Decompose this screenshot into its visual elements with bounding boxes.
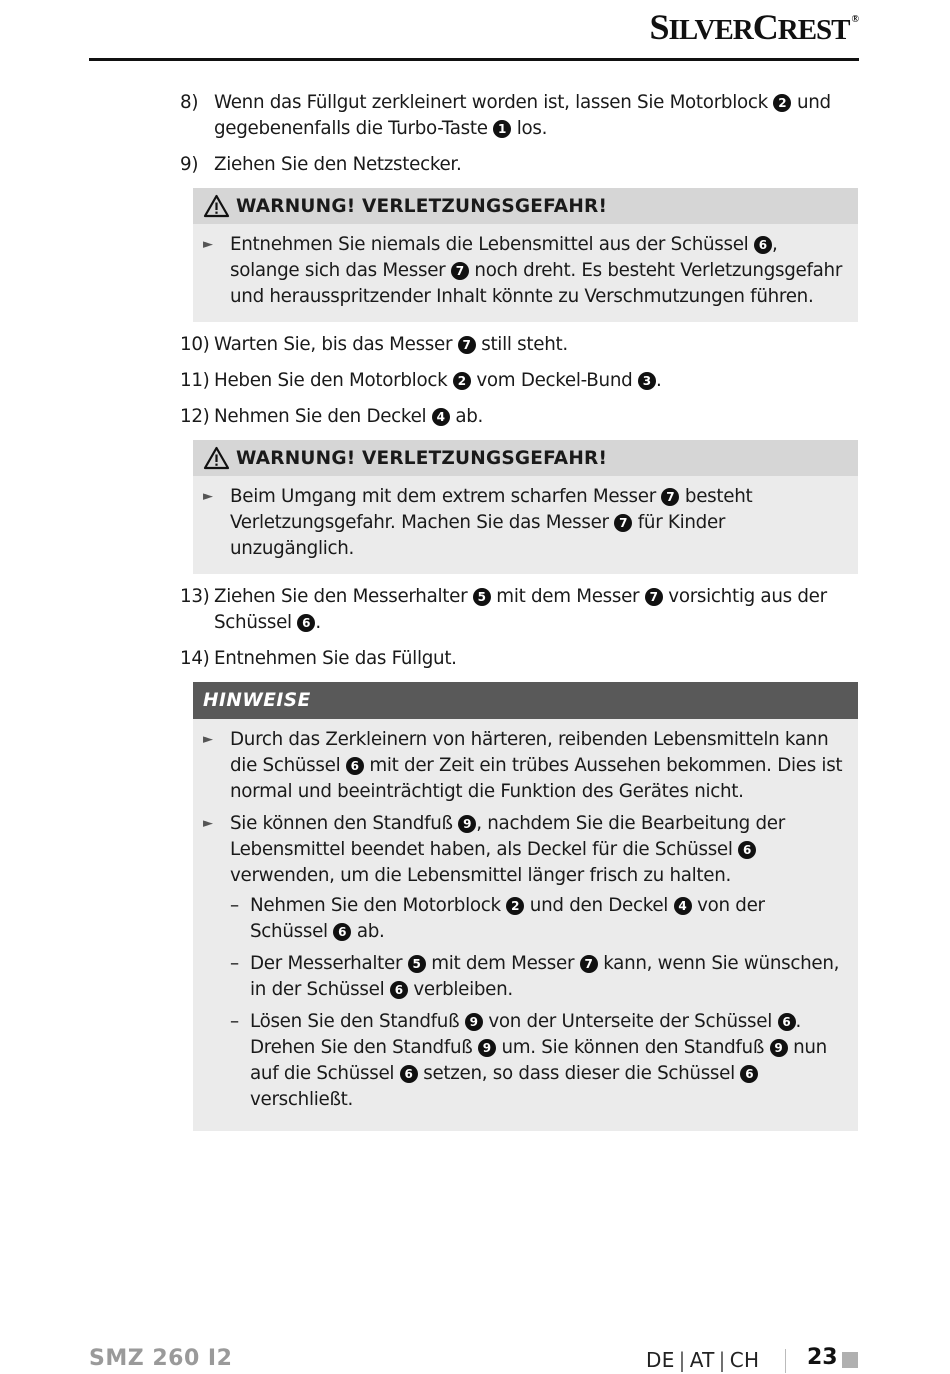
part-number-badge: 7 — [580, 955, 598, 973]
part-number-badge: 4 — [674, 897, 692, 915]
subitem-text: Nehmen Sie den Motorblock 2 und den Deckel 4 von der Schüssel 6 ab. — [250, 895, 765, 942]
part-number-badge: 9 — [770, 1039, 788, 1057]
step-item — [180, 368, 860, 394]
warning-triangle-icon — [203, 194, 230, 218]
step-item — [180, 332, 860, 358]
notes-bullet-1: ► Durch das Zerkleinern von härteren, reibenden Lebensmitteln kann die Schüssel 6 mit der Zeit ein trübes Aussehen bekommen. Dies ist normal und beeinträchtigt die Funktion des Gerätes nicht. — [203, 727, 848, 805]
warning-header-1 — [193, 188, 858, 224]
step-item — [180, 152, 860, 178]
language-codes: DE | AT | CH — [646, 1348, 760, 1372]
step-item — [180, 584, 860, 636]
step-number: 14) — [180, 648, 210, 669]
bullet-arrow-icon: ► — [203, 732, 213, 747]
subitem-text: Der Messerhalter 5 mit dem Messer 7 kann, wenn Sie wünschen, in der Schüssel 6 verbleiben. — [250, 953, 840, 1000]
notes-subitem — [230, 951, 848, 1003]
part-number-badge: 6 — [390, 981, 408, 999]
bullet-arrow-icon: ► — [203, 237, 213, 252]
warning-title-1: WARNUNG! VERLETZUNGSGEFAHR! — [236, 195, 608, 217]
part-number-badge: 9 — [478, 1039, 496, 1057]
part-number-badge: 6 — [333, 923, 351, 941]
page-marker-square — [842, 1352, 858, 1368]
warning-box-2 — [193, 440, 858, 574]
brand-logo: SILVERCREST ® — [649, 7, 858, 47]
part-number-badge: 9 — [458, 815, 476, 833]
part-number-badge: 7 — [645, 588, 663, 606]
warning-bullet-2: ► Beim Umgang mit dem extrem scharfen Messer 7 besteht Verletzungsgefahr. Machen Sie das Messer 7 für Kinder unzugänglich. — [203, 484, 848, 562]
bullet-arrow-icon: ► — [203, 816, 213, 831]
step-item — [180, 90, 860, 142]
part-number-badge: 2 — [453, 372, 471, 390]
dash-marker: – — [230, 1011, 239, 1032]
step-number: 10) — [180, 334, 210, 355]
model-number: SMZ 260 I2 — [89, 1346, 233, 1371]
notes-bullet-2: ► Sie können den Standfuß 9 , nachdem Sie die Bearbeitung der Lebensmittel beendet haben, als Deckel für die Schüssel 6 verwenden, um die Lebensmittel länger frisch zu halten. – Nehmen Sie den Motorblock 2 und den Deckel 4 von der Schüssel 6 ab. – Der Messerhalter 5 mit dem Messer 7 kann, wenn Sie wünschen, in der Schüssel 6 verbleiben. – Lösen Sie den Standfuß 9 von der Unterseite der Schüssel 6 . Drehen Sie den Standfuß 9 um. Sie können den Standfuß 9 nun auf die Schüssel 6 setzen, so dass dieser die Schüssel 6 verschließt. — [203, 811, 848, 1119]
part-number-badge: 5 — [408, 955, 426, 973]
steps-group-b — [180, 332, 860, 430]
step-text: Ziehen Sie den Messerhalter 5 mit dem Messer 7 vorsichtig aus der Schüssel 6 . — [214, 586, 827, 633]
header-rule — [89, 58, 859, 61]
part-number-badge: 6 — [400, 1065, 418, 1083]
step-text: Ziehen Sie den Netzstecker. — [214, 154, 462, 175]
step-text: Warten Sie, bis das Messer 7 still steht. — [214, 334, 568, 355]
part-number-badge: 2 — [506, 897, 524, 915]
warning-box-1 — [193, 188, 858, 322]
step-item — [180, 646, 860, 672]
step-text: Entnehmen Sie das Füllgut. — [214, 648, 457, 669]
footer-divider — [785, 1349, 786, 1373]
part-number-badge: 6 — [346, 757, 364, 775]
step-number: 8) — [180, 92, 199, 113]
part-number-badge: 6 — [754, 236, 772, 254]
dash-marker: – — [230, 895, 239, 916]
part-number-badge: 7 — [661, 488, 679, 506]
notes-box — [193, 682, 858, 1131]
part-number-badge: 6 — [740, 1065, 758, 1083]
warning-bullet-1: ► Entnehmen Sie niemals die Lebensmittel aus der Schüssel 6 , solange sich das Messer 7 noch dreht. Es besteht Verletzungsgefahr und herausspritzender Inhalt könnte zu Verschmutzungen führen. — [203, 232, 848, 310]
part-number-badge: 3 — [638, 372, 656, 390]
notes-subitem — [230, 893, 848, 945]
part-number-badge: 7 — [614, 514, 632, 532]
page-content — [180, 90, 860, 1141]
part-number-badge: 6 — [738, 841, 756, 859]
part-number-badge: 6 — [778, 1013, 796, 1031]
step-text: Heben Sie den Motorblock 2 vom Deckel-Bund 3 . — [214, 370, 662, 391]
part-number-badge: 2 — [773, 94, 791, 112]
part-number-badge: 5 — [473, 588, 491, 606]
notes-title: HINWEISE — [203, 690, 311, 711]
part-number-badge: 7 — [458, 336, 476, 354]
steps-group-a — [180, 90, 860, 178]
part-number-badge: 1 — [493, 120, 511, 138]
step-number: 13) — [180, 586, 210, 607]
step-text: Wenn das Füllgut zerkleinert worden ist, lassen Sie Motorblock 2 und gegebenenfalls die Turbo-Taste 1 los. — [214, 92, 831, 139]
part-number-badge: 9 — [465, 1013, 483, 1031]
dash-marker: – — [230, 953, 239, 974]
step-number: 9) — [180, 154, 199, 175]
notes-header — [193, 682, 858, 719]
steps-group-c — [180, 584, 860, 672]
page-number: 23 — [807, 1345, 838, 1370]
notes-subitems — [230, 893, 848, 1113]
part-number-badge: 6 — [297, 614, 315, 632]
bullet-arrow-icon: ► — [203, 489, 213, 504]
warning-triangle-icon — [203, 446, 230, 470]
step-number: 11) — [180, 370, 210, 391]
step-item — [180, 404, 860, 430]
part-number-badge: 7 — [451, 262, 469, 280]
step-number: 12) — [180, 406, 210, 427]
step-text: Nehmen Sie den Deckel 4 ab. — [214, 406, 484, 427]
warning-header-2 — [193, 440, 858, 476]
notes-subitem — [230, 1009, 848, 1113]
subitem-text: Lösen Sie den Standfuß 9 von der Unterseite der Schüssel 6 . Drehen Sie den Standfuß 9 um. Sie können den Standfuß 9 nun auf die Schüssel 6 setzen, so dass dieser die Schüssel 6 verschließt. — [250, 1011, 827, 1110]
warning-title-2: WARNUNG! VERLETZUNGSGEFAHR! — [236, 447, 608, 469]
part-number-badge: 4 — [432, 408, 450, 426]
